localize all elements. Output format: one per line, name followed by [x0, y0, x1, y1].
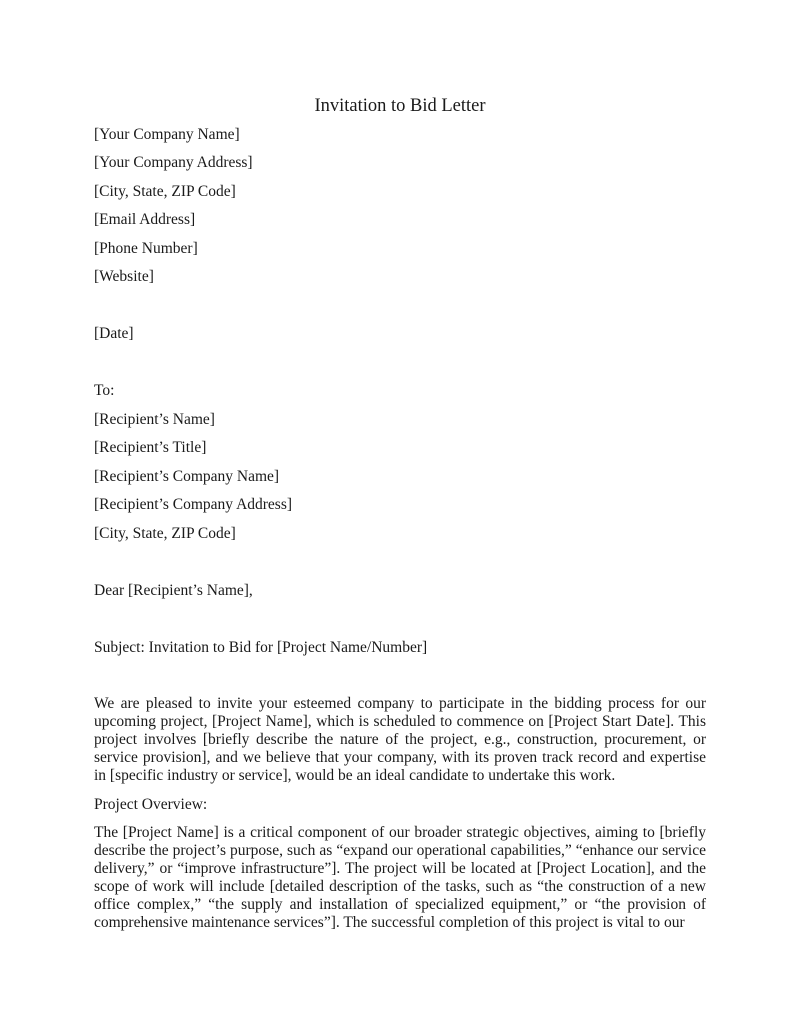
salutation: Dear [Recipient’s Name],: [94, 582, 253, 599]
sender-city-state-zip: [City, State, ZIP Code]: [94, 183, 236, 200]
project-overview-paragraph: The [Project Name] is a critical component of our broader strategic objectives, aiming to [briefly describe the project’s purpose, such as “expand our operational capabilities,” “enhance our service delivery,” or “improve infrastructure”]. The project will be located at [Project Location], and the scope of work will include [detailed description of the tasks, such as “the construction of a new office complex,” “the supply and installation of specialized equipment,” or “the provision of comprehensive maintenance services”]. The successful completion of this project is vital to our: [94, 824, 706, 931]
recipient-name: [Recipient’s Name]: [94, 411, 215, 428]
document-title: Invitation to Bid Letter: [314, 96, 486, 116]
recipient-company-address: [Recipient’s Company Address]: [94, 496, 293, 513]
recipient-company-name: [Recipient’s Company Name]: [94, 468, 280, 485]
sender-website: [Website]: [94, 268, 154, 285]
section-heading: Project Overview:: [94, 796, 208, 813]
subject-line: Subject: Invitation to Bid for [Project Name/Number]: [94, 639, 428, 656]
sender-company-name: [Your Company Name]: [94, 126, 240, 143]
to-label: To:: [94, 382, 115, 399]
sender-phone: [Phone Number]: [94, 240, 198, 257]
intro-paragraph: We are pleased to invite your esteemed company to participate in the bidding process for our upcoming project, [Project Name], which is scheduled to commence on [Project Start Date]. This project involves [briefly describe the nature of the project, e.g., construction, procurement, or service provision], and we believe that your company, with its proven track record and expertise in [specific industry or service], would be an ideal candidate to undertake this work.: [94, 695, 706, 784]
sender-email: [Email Address]: [94, 211, 196, 228]
sender-company-address: [Your Company Address]: [94, 154, 253, 171]
letter-date: [Date]: [94, 325, 134, 342]
recipient-title: [Recipient’s Title]: [94, 439, 207, 456]
recipient-city-state-zip: [City, State, ZIP Code]: [94, 525, 236, 542]
